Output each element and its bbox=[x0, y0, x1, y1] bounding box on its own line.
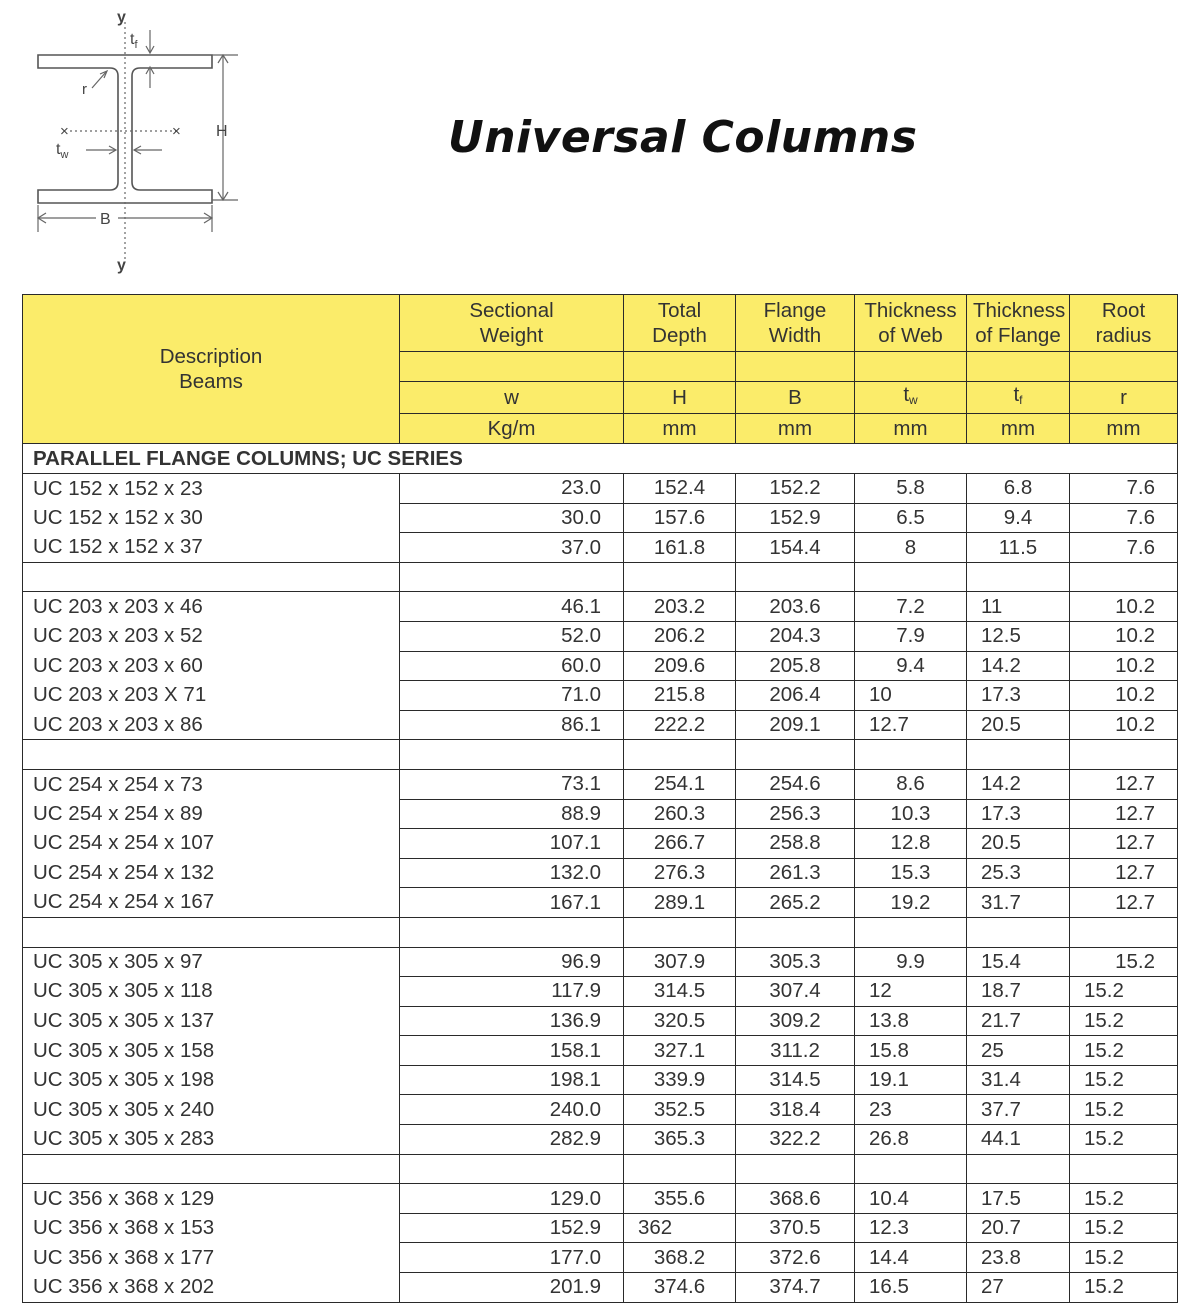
spacer-row bbox=[23, 1154, 1178, 1184]
cell-w: 132.0 bbox=[400, 858, 624, 888]
cell-h: 161.8 bbox=[624, 533, 736, 563]
tw-sub-label: w bbox=[60, 149, 69, 161]
cell-tf: 14.2 bbox=[967, 769, 1070, 799]
cell-w: 86.1 bbox=[400, 710, 624, 740]
cell-w: 240.0 bbox=[400, 1095, 624, 1125]
row-description: UC 254 x 254 x 73 bbox=[23, 769, 400, 799]
row-description: UC 152 x 152 x 30 bbox=[23, 503, 400, 533]
table-row bbox=[23, 888, 1178, 918]
cell-tf: 11 bbox=[967, 592, 1070, 622]
cell-r: 7.6 bbox=[1070, 474, 1178, 504]
column-name-1 bbox=[624, 295, 736, 352]
column-symbol: H bbox=[672, 385, 687, 409]
cell-tf: 17.5 bbox=[967, 1184, 1070, 1214]
row-description: UC 254 x 254 x 107 bbox=[23, 829, 400, 859]
spacer-cell bbox=[736, 740, 855, 770]
header-blank-cell bbox=[624, 352, 736, 382]
column-unit: mm bbox=[662, 417, 697, 440]
cell-b: 204.3 bbox=[736, 621, 855, 651]
tw-label: t bbox=[56, 141, 61, 158]
column-symbol: r bbox=[1120, 385, 1127, 409]
cell-tw: 9.9 bbox=[855, 947, 967, 977]
cell-h: 152.4 bbox=[624, 474, 736, 504]
cell-b: 205.8 bbox=[736, 651, 855, 681]
row-description: UC 305 x 305 x 158 bbox=[23, 1036, 400, 1066]
cell-h: 276.3 bbox=[624, 858, 736, 888]
cell-tw: 5.8 bbox=[855, 474, 967, 504]
row-description: UC 356 x 368 x 153 bbox=[23, 1213, 400, 1243]
y-bottom-label: y bbox=[117, 257, 126, 274]
cell-r: 15.2 bbox=[1070, 947, 1178, 977]
table-row bbox=[23, 1065, 1178, 1095]
cell-tw: 10.4 bbox=[855, 1184, 967, 1214]
cell-h: 314.5 bbox=[624, 977, 736, 1007]
cell-tw: 15.8 bbox=[855, 1036, 967, 1066]
row-description: UC 254 x 254 x 167 bbox=[23, 888, 400, 918]
cell-r: 15.2 bbox=[1070, 1213, 1178, 1243]
column-name-5 bbox=[1070, 295, 1178, 352]
table-row bbox=[23, 829, 1178, 859]
column-symbol: t bbox=[903, 382, 910, 406]
column-name-line: Total bbox=[657, 299, 702, 322]
table-row bbox=[23, 710, 1178, 740]
b-label: B bbox=[100, 211, 111, 228]
column-unit-3 bbox=[855, 413, 967, 444]
cell-w: 30.0 bbox=[400, 503, 624, 533]
svg-text:tf bbox=[130, 31, 138, 51]
table-row bbox=[23, 1273, 1178, 1303]
spacer-cell bbox=[1070, 562, 1178, 592]
section-row bbox=[23, 444, 1178, 474]
header-row-names bbox=[23, 295, 1178, 352]
cell-r: 10.2 bbox=[1070, 592, 1178, 622]
cell-w: 37.0 bbox=[400, 533, 624, 563]
column-unit-5 bbox=[1070, 413, 1178, 444]
column-symbol-4 bbox=[967, 381, 1070, 413]
cell-b: 318.4 bbox=[736, 1095, 855, 1125]
cell-r: 12.7 bbox=[1070, 769, 1178, 799]
cell-tw: 12.7 bbox=[855, 710, 967, 740]
spacer-cell bbox=[855, 917, 967, 947]
column-name-line: radius bbox=[1095, 324, 1152, 347]
cell-r: 7.6 bbox=[1070, 533, 1178, 563]
column-name-line: Flange bbox=[763, 299, 827, 322]
cell-r: 15.2 bbox=[1070, 1243, 1178, 1273]
y-top-label: y bbox=[117, 9, 126, 26]
cell-tw: 10 bbox=[855, 681, 967, 711]
spacer-cell bbox=[1070, 1154, 1178, 1184]
cell-w: 46.1 bbox=[400, 592, 624, 622]
cell-r: 15.2 bbox=[1070, 1006, 1178, 1036]
table-row bbox=[23, 1006, 1178, 1036]
row-description: UC 305 x 305 x 97 bbox=[23, 947, 400, 977]
column-unit-1 bbox=[624, 413, 736, 444]
cell-b: 261.3 bbox=[736, 858, 855, 888]
spacer-cell bbox=[400, 917, 624, 947]
cell-b: 256.3 bbox=[736, 799, 855, 829]
cell-r: 10.2 bbox=[1070, 621, 1178, 651]
row-description: UC 203 x 203 x 52 bbox=[23, 621, 400, 651]
cell-r: 12.7 bbox=[1070, 888, 1178, 918]
column-name-2 bbox=[736, 295, 855, 352]
spacer-cell bbox=[400, 740, 624, 770]
cell-h: 368.2 bbox=[624, 1243, 736, 1273]
cell-w: 96.9 bbox=[400, 947, 624, 977]
spacer-cell bbox=[23, 917, 400, 947]
cell-r: 15.2 bbox=[1070, 1095, 1178, 1125]
cell-tf: 12.5 bbox=[967, 621, 1070, 651]
cell-tw: 23 bbox=[855, 1095, 967, 1125]
row-description: UC 305 x 305 x 118 bbox=[23, 977, 400, 1007]
row-description: UC 356 x 368 x 202 bbox=[23, 1273, 400, 1303]
description-header bbox=[23, 295, 400, 444]
row-description: UC 254 x 254 x 132 bbox=[23, 858, 400, 888]
cell-tf: 18.7 bbox=[967, 977, 1070, 1007]
cell-tw: 7.2 bbox=[855, 592, 967, 622]
header-blank-cell bbox=[855, 352, 967, 382]
cell-r: 15.2 bbox=[1070, 977, 1178, 1007]
cell-h: 206.2 bbox=[624, 621, 736, 651]
cell-r: 10.2 bbox=[1070, 651, 1178, 681]
cell-b: 206.4 bbox=[736, 681, 855, 711]
table-row bbox=[23, 1213, 1178, 1243]
cell-w: 152.9 bbox=[400, 1213, 624, 1243]
row-description: UC 356 x 368 x 129 bbox=[23, 1184, 400, 1214]
cell-w: 117.9 bbox=[400, 977, 624, 1007]
row-description: UC 152 x 152 x 37 bbox=[23, 533, 400, 563]
row-description: UC 152 x 152 x 23 bbox=[23, 474, 400, 504]
cell-w: 177.0 bbox=[400, 1243, 624, 1273]
cell-r: 15.2 bbox=[1070, 1065, 1178, 1095]
cell-w: 158.1 bbox=[400, 1036, 624, 1066]
cell-tf: 20.5 bbox=[967, 829, 1070, 859]
spacer-cell bbox=[736, 1154, 855, 1184]
spacer-row bbox=[23, 917, 1178, 947]
cell-w: 71.0 bbox=[400, 681, 624, 711]
cell-r: 7.6 bbox=[1070, 503, 1178, 533]
row-description: UC 203 x 203 x 60 bbox=[23, 651, 400, 681]
column-name-line: of Flange bbox=[975, 324, 1061, 347]
spacer-cell bbox=[736, 562, 855, 592]
spacer-cell bbox=[1070, 917, 1178, 947]
column-name-line: Root bbox=[1101, 299, 1146, 322]
cell-h: 365.3 bbox=[624, 1125, 736, 1155]
column-symbol-3 bbox=[855, 381, 967, 413]
spacer-cell bbox=[967, 1154, 1070, 1184]
row-description: UC 254 x 254 x 89 bbox=[23, 799, 400, 829]
cell-tf: 25.3 bbox=[967, 858, 1070, 888]
row-description: UC 203 x 203 X 71 bbox=[23, 681, 400, 711]
cell-b: 203.6 bbox=[736, 592, 855, 622]
row-description: UC 305 x 305 x 198 bbox=[23, 1065, 400, 1095]
column-name-line: Thickness bbox=[864, 299, 957, 322]
column-symbol-0 bbox=[400, 381, 624, 413]
cell-tw: 26.8 bbox=[855, 1125, 967, 1155]
cell-b: 265.2 bbox=[736, 888, 855, 918]
table-row bbox=[23, 1184, 1178, 1214]
cell-tw: 6.5 bbox=[855, 503, 967, 533]
cell-b: 152.2 bbox=[736, 474, 855, 504]
cell-tw: 12.8 bbox=[855, 829, 967, 859]
column-name-line: Thickness bbox=[973, 299, 1066, 322]
cell-h: 203.2 bbox=[624, 592, 736, 622]
spacer-cell bbox=[624, 740, 736, 770]
cell-b: 154.4 bbox=[736, 533, 855, 563]
column-symbol: B bbox=[788, 385, 802, 409]
spacer-cell bbox=[855, 740, 967, 770]
cell-tf: 25 bbox=[967, 1036, 1070, 1066]
cell-tf: 11.5 bbox=[967, 533, 1070, 563]
page-title: Universal Columns bbox=[448, 112, 918, 163]
cell-b: 322.2 bbox=[736, 1125, 855, 1155]
cell-tf: 31.4 bbox=[967, 1065, 1070, 1095]
cell-h: 215.8 bbox=[624, 681, 736, 711]
description-header-line: Description bbox=[159, 345, 263, 369]
i-beam-section-diagram bbox=[0, 0, 260, 280]
cell-w: 136.9 bbox=[400, 1006, 624, 1036]
column-name-0 bbox=[400, 295, 624, 352]
cell-tf: 15.4 bbox=[967, 947, 1070, 977]
cell-b: 314.5 bbox=[736, 1065, 855, 1095]
cell-r: 10.2 bbox=[1070, 681, 1178, 711]
spacer-cell bbox=[855, 562, 967, 592]
column-unit: mm bbox=[1000, 417, 1036, 440]
table-row bbox=[23, 1095, 1178, 1125]
cell-tf: 27 bbox=[967, 1273, 1070, 1303]
description-header-line: Beams bbox=[179, 370, 243, 394]
cell-tf: 20.7 bbox=[967, 1213, 1070, 1243]
cell-w: 129.0 bbox=[400, 1184, 624, 1214]
column-name-3 bbox=[855, 295, 967, 352]
cell-tw: 8 bbox=[855, 533, 967, 563]
row-description: UC 203 x 203 x 86 bbox=[23, 710, 400, 740]
cell-tw: 12 bbox=[855, 977, 967, 1007]
cell-h: 157.6 bbox=[624, 503, 736, 533]
header-blank-cell bbox=[400, 352, 624, 382]
cell-r: 15.2 bbox=[1070, 1273, 1178, 1303]
tf-label: t bbox=[130, 31, 135, 48]
spacer-cell bbox=[1070, 740, 1178, 770]
cell-w: 282.9 bbox=[400, 1125, 624, 1155]
column-unit: Kg/m bbox=[487, 417, 536, 440]
cell-w: 23.0 bbox=[400, 474, 624, 504]
svg-text:tw bbox=[56, 141, 68, 161]
table-row bbox=[23, 799, 1178, 829]
spacer-cell bbox=[967, 740, 1070, 770]
table-body bbox=[23, 444, 1178, 1302]
cell-tf: 31.7 bbox=[967, 888, 1070, 918]
spacer-cell bbox=[967, 562, 1070, 592]
cell-h: 222.2 bbox=[624, 710, 736, 740]
cell-tw: 15.3 bbox=[855, 858, 967, 888]
column-unit: mm bbox=[1106, 417, 1141, 440]
spacer-cell bbox=[624, 1154, 736, 1184]
cell-b: 307.4 bbox=[736, 977, 855, 1007]
cell-tw: 13.8 bbox=[855, 1006, 967, 1036]
spacer-cell bbox=[23, 740, 400, 770]
column-name-line: Weight bbox=[479, 324, 544, 347]
cell-r: 15.2 bbox=[1070, 1125, 1178, 1155]
column-unit-4 bbox=[967, 413, 1070, 444]
cell-h: 355.6 bbox=[624, 1184, 736, 1214]
cell-b: 254.6 bbox=[736, 769, 855, 799]
spacer-cell bbox=[855, 1154, 967, 1184]
cell-b: 309.2 bbox=[736, 1006, 855, 1036]
column-symbol-sub: f bbox=[1019, 392, 1023, 407]
cell-tf: 17.3 bbox=[967, 681, 1070, 711]
cell-w: 88.9 bbox=[400, 799, 624, 829]
cell-w: 167.1 bbox=[400, 888, 624, 918]
spacer-row bbox=[23, 740, 1178, 770]
cell-h: 320.5 bbox=[624, 1006, 736, 1036]
column-symbol-5 bbox=[1070, 381, 1178, 413]
table-row bbox=[23, 503, 1178, 533]
cell-w: 60.0 bbox=[400, 651, 624, 681]
cell-h: 362 bbox=[624, 1213, 736, 1243]
cell-r: 12.7 bbox=[1070, 799, 1178, 829]
table-row bbox=[23, 1243, 1178, 1273]
cell-w: 73.1 bbox=[400, 769, 624, 799]
cell-tw: 19.1 bbox=[855, 1065, 967, 1095]
spacer-row bbox=[23, 562, 1178, 592]
cell-tw: 16.5 bbox=[855, 1273, 967, 1303]
cell-w: 198.1 bbox=[400, 1065, 624, 1095]
cell-r: 15.2 bbox=[1070, 1036, 1178, 1066]
section-title: PARALLEL FLANGE COLUMNS; UC SERIES bbox=[23, 444, 1178, 474]
cell-tf: 21.7 bbox=[967, 1006, 1070, 1036]
spacer-cell bbox=[400, 1154, 624, 1184]
table-row bbox=[23, 977, 1178, 1007]
column-symbol-1 bbox=[624, 381, 736, 413]
table-row bbox=[23, 858, 1178, 888]
spacer-cell bbox=[624, 917, 736, 947]
table-row bbox=[23, 621, 1178, 651]
cell-tf: 6.8 bbox=[967, 474, 1070, 504]
column-symbol: t bbox=[1013, 382, 1020, 406]
table-row bbox=[23, 651, 1178, 681]
table-row bbox=[23, 769, 1178, 799]
table-row bbox=[23, 592, 1178, 622]
column-name-line: of Web bbox=[878, 324, 943, 347]
column-unit-2 bbox=[736, 413, 855, 444]
column-name-line: Depth bbox=[652, 324, 707, 347]
spacer-cell bbox=[624, 562, 736, 592]
cell-tf: 37.7 bbox=[967, 1095, 1070, 1125]
column-unit-0 bbox=[400, 413, 624, 444]
cell-tw: 19.2 bbox=[855, 888, 967, 918]
cell-tf: 44.1 bbox=[967, 1125, 1070, 1155]
cell-h: 254.1 bbox=[624, 769, 736, 799]
cell-w: 201.9 bbox=[400, 1273, 624, 1303]
cell-b: 374.7 bbox=[736, 1273, 855, 1303]
table-row bbox=[23, 681, 1178, 711]
table-row bbox=[23, 1125, 1178, 1155]
cell-b: 372.6 bbox=[736, 1243, 855, 1273]
spacer-cell bbox=[967, 917, 1070, 947]
cell-b: 209.1 bbox=[736, 710, 855, 740]
cell-b: 368.6 bbox=[736, 1184, 855, 1214]
row-description: UC 356 x 368 x 177 bbox=[23, 1243, 400, 1273]
cell-h: 339.9 bbox=[624, 1065, 736, 1095]
cell-tw: 10.3 bbox=[855, 799, 967, 829]
header-blank-cell bbox=[736, 352, 855, 382]
column-symbol-sub: w bbox=[909, 392, 918, 407]
column-name-line: Width bbox=[768, 324, 822, 347]
cell-r: 12.7 bbox=[1070, 858, 1178, 888]
cell-w: 52.0 bbox=[400, 621, 624, 651]
cell-r: 15.2 bbox=[1070, 1184, 1178, 1214]
row-description: UC 203 x 203 x 46 bbox=[23, 592, 400, 622]
table-row bbox=[23, 1036, 1178, 1066]
x-left-label: × bbox=[60, 123, 69, 140]
column-name-4 bbox=[967, 295, 1070, 352]
cell-h: 352.5 bbox=[624, 1095, 736, 1125]
cell-h: 266.7 bbox=[624, 829, 736, 859]
cell-tf: 23.8 bbox=[967, 1243, 1070, 1273]
column-name-line: Sectional bbox=[469, 299, 554, 322]
spacer-cell bbox=[23, 1154, 400, 1184]
column-symbol-2 bbox=[736, 381, 855, 413]
cell-tw: 7.9 bbox=[855, 621, 967, 651]
cell-tw: 14.4 bbox=[855, 1243, 967, 1273]
column-unit: mm bbox=[893, 417, 928, 440]
cell-h: 327.1 bbox=[624, 1036, 736, 1066]
cell-tw: 12.3 bbox=[855, 1213, 967, 1243]
cell-r: 12.7 bbox=[1070, 829, 1178, 859]
x-right-label: × bbox=[172, 123, 181, 140]
cell-w: 107.1 bbox=[400, 829, 624, 859]
cell-h: 209.6 bbox=[624, 651, 736, 681]
cell-b: 305.3 bbox=[736, 947, 855, 977]
cell-h: 307.9 bbox=[624, 947, 736, 977]
cell-tf: 14.2 bbox=[967, 651, 1070, 681]
cell-b: 311.2 bbox=[736, 1036, 855, 1066]
cell-tw: 8.6 bbox=[855, 769, 967, 799]
r-label: r bbox=[82, 81, 87, 98]
header-blank-cell bbox=[1070, 352, 1178, 382]
spacer-cell bbox=[736, 917, 855, 947]
cell-h: 289.1 bbox=[624, 888, 736, 918]
cell-tf: 20.5 bbox=[967, 710, 1070, 740]
tf-sub-label: f bbox=[134, 39, 138, 51]
cell-b: 152.9 bbox=[736, 503, 855, 533]
table-row bbox=[23, 533, 1178, 563]
table-row bbox=[23, 947, 1178, 977]
cell-b: 258.8 bbox=[736, 829, 855, 859]
cell-h: 374.6 bbox=[624, 1273, 736, 1303]
cell-h: 260.3 bbox=[624, 799, 736, 829]
cell-r: 10.2 bbox=[1070, 710, 1178, 740]
cell-tf: 9.4 bbox=[967, 503, 1070, 533]
cell-tf: 17.3 bbox=[967, 799, 1070, 829]
spacer-cell bbox=[400, 562, 624, 592]
row-description: UC 305 x 305 x 137 bbox=[23, 1006, 400, 1036]
row-description: UC 305 x 305 x 240 bbox=[23, 1095, 400, 1125]
header-blank-cell bbox=[967, 352, 1070, 382]
column-symbol: w bbox=[504, 385, 519, 409]
cell-b: 370.5 bbox=[736, 1213, 855, 1243]
spacer-cell bbox=[23, 562, 400, 592]
universal-columns-table bbox=[22, 294, 1178, 1303]
cell-tw: 9.4 bbox=[855, 651, 967, 681]
column-unit: mm bbox=[777, 417, 813, 440]
h-label: H bbox=[216, 123, 228, 140]
table-row bbox=[23, 474, 1178, 504]
table-header bbox=[23, 295, 1178, 444]
row-description: UC 305 x 305 x 283 bbox=[23, 1125, 400, 1155]
